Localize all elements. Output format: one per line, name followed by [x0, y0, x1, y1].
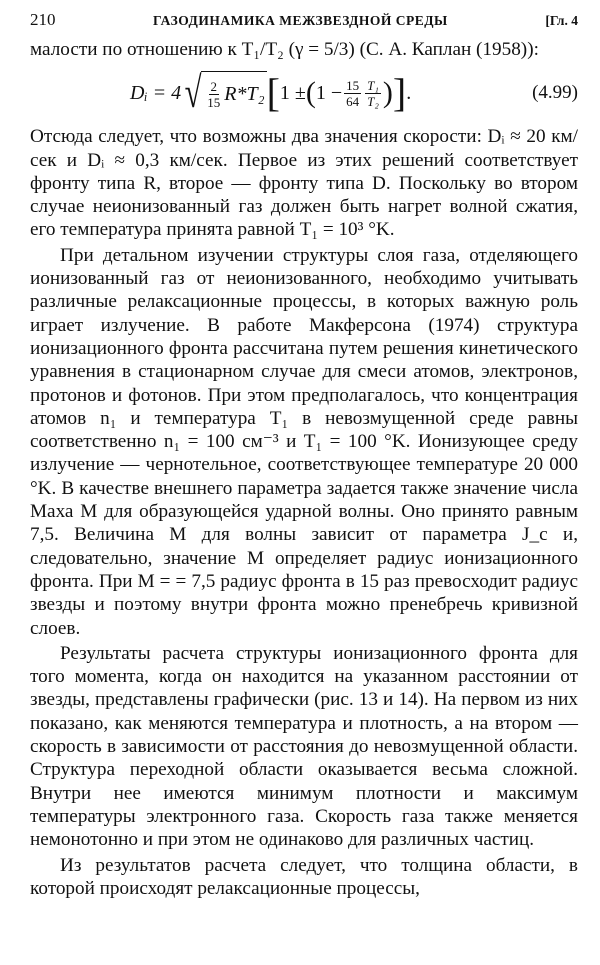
open-bracket-icon: [ [266, 70, 280, 116]
paragraph: Результаты расчета структуры ионизационного фронта для того момента, когда он находится на указанном расстоянии от звезды, представлены графически (рис. 13 и 14). На первом из них показано, как меняются температура и плотность, а на втором — скорость в зависимости от расстояния до невозмущенной области. Структура переходной области оказывается весьма сложной. Внутри нее имеются минимум плотности и максимум температуры электронного газа. Скорость газа также меняется немонотонно и при этом не одинаково для различных частиц. [30, 642, 578, 851]
page-header [30, 10, 578, 36]
equation-tail: . [406, 81, 412, 104]
fraction-denominator: 64 [346, 93, 360, 109]
equation-lhs: Dᵢ = 4 [130, 81, 182, 104]
document-page [30, 10, 578, 900]
chapter-reference: [Гл. 4 [545, 13, 578, 28]
equation-4-99 [30, 63, 578, 123]
equation-number: (4.99) [532, 82, 578, 104]
fraction-2-15 [205, 79, 222, 110]
fraction-numerator: T₁ [367, 77, 379, 93]
radicand-tail: R*T₂ [224, 83, 265, 106]
page-number: 210 [30, 10, 56, 29]
intro-text: малости по отношению к T₁/T₂ (γ = 5/3) (С. А. Каплан (1958)): [30, 39, 539, 60]
running-title: ГАЗОДИНАМИКА МЕЖЗВЕЗДНОЙ СРЕДЫ [153, 13, 448, 28]
paragraph: Из результатов расчета следует, что толщина области, в которой происходят релаксационные процессы, [30, 854, 578, 899]
radical-sign-icon: √ [184, 68, 202, 118]
fraction-denominator: T₂ [367, 93, 379, 109]
radicand [201, 71, 266, 115]
fraction-t1-t2 [365, 78, 381, 109]
paragraph: Отсюда следует, что возможны два значения скорости: Dᵢ ≈ 20 км/сек и Dᵢ ≈ 0,3 км/сек. Первое из этих решений соответствует фронту типа R, второе — фронту типа D. Поскольку во втором случае неионизованный газ должен быть нагрет волной сжатия, его температура принята равной T₁ = 10³ °K. [30, 126, 578, 241]
close-paren-icon: ) [382, 76, 393, 110]
paren-inner-start: 1 − [315, 81, 343, 104]
fraction-numerator: 2 [210, 79, 218, 95]
bracket-inner-start: 1 ± [279, 81, 306, 104]
equation-body [130, 68, 412, 118]
square-root [181, 68, 266, 118]
paragraph: При детальном изучении структуры слоя газа, отделяющего ионизованный газ от неионизованного, необходимо учитывать различные релаксационные процессы, в которых важную роль играет излучение. В работе Макферсона (1974) структура ионизационного фронта рассчитана путем решения кинетического уравнения в стационарном случае для смеси атомов, электронов, протонов и фотонов. При этом предполагалось, что концентрация атомов n₁ и температура T₁ в невозмущенной среде равны соответственно n₁ = 100 см⁻³ и T₁ = 100 °K. Ионизующее среду излучение — чернотельное, соответствующее температуре 20 000 °K. В качестве внешнего параметра задается также значение числа Маха M для образующейся ударной волны. Оно принято равным 7,5. Величина M для волны зависит от параметра J_c и, следовательно, значение M определяет радиус ионизационного фронта. При M = = 7,5 радиус фронта в 15 раз превосходит радиус звезды и поэтому внутри фронта можно пренебречь кривизной слоев. [30, 244, 578, 639]
open-paren-icon: ( [305, 76, 316, 110]
fraction-numerator: 15 [346, 77, 360, 93]
fraction-denominator: 15 [207, 95, 221, 111]
fraction-15-64 [344, 78, 361, 109]
close-bracket-icon: ] [392, 70, 407, 116]
